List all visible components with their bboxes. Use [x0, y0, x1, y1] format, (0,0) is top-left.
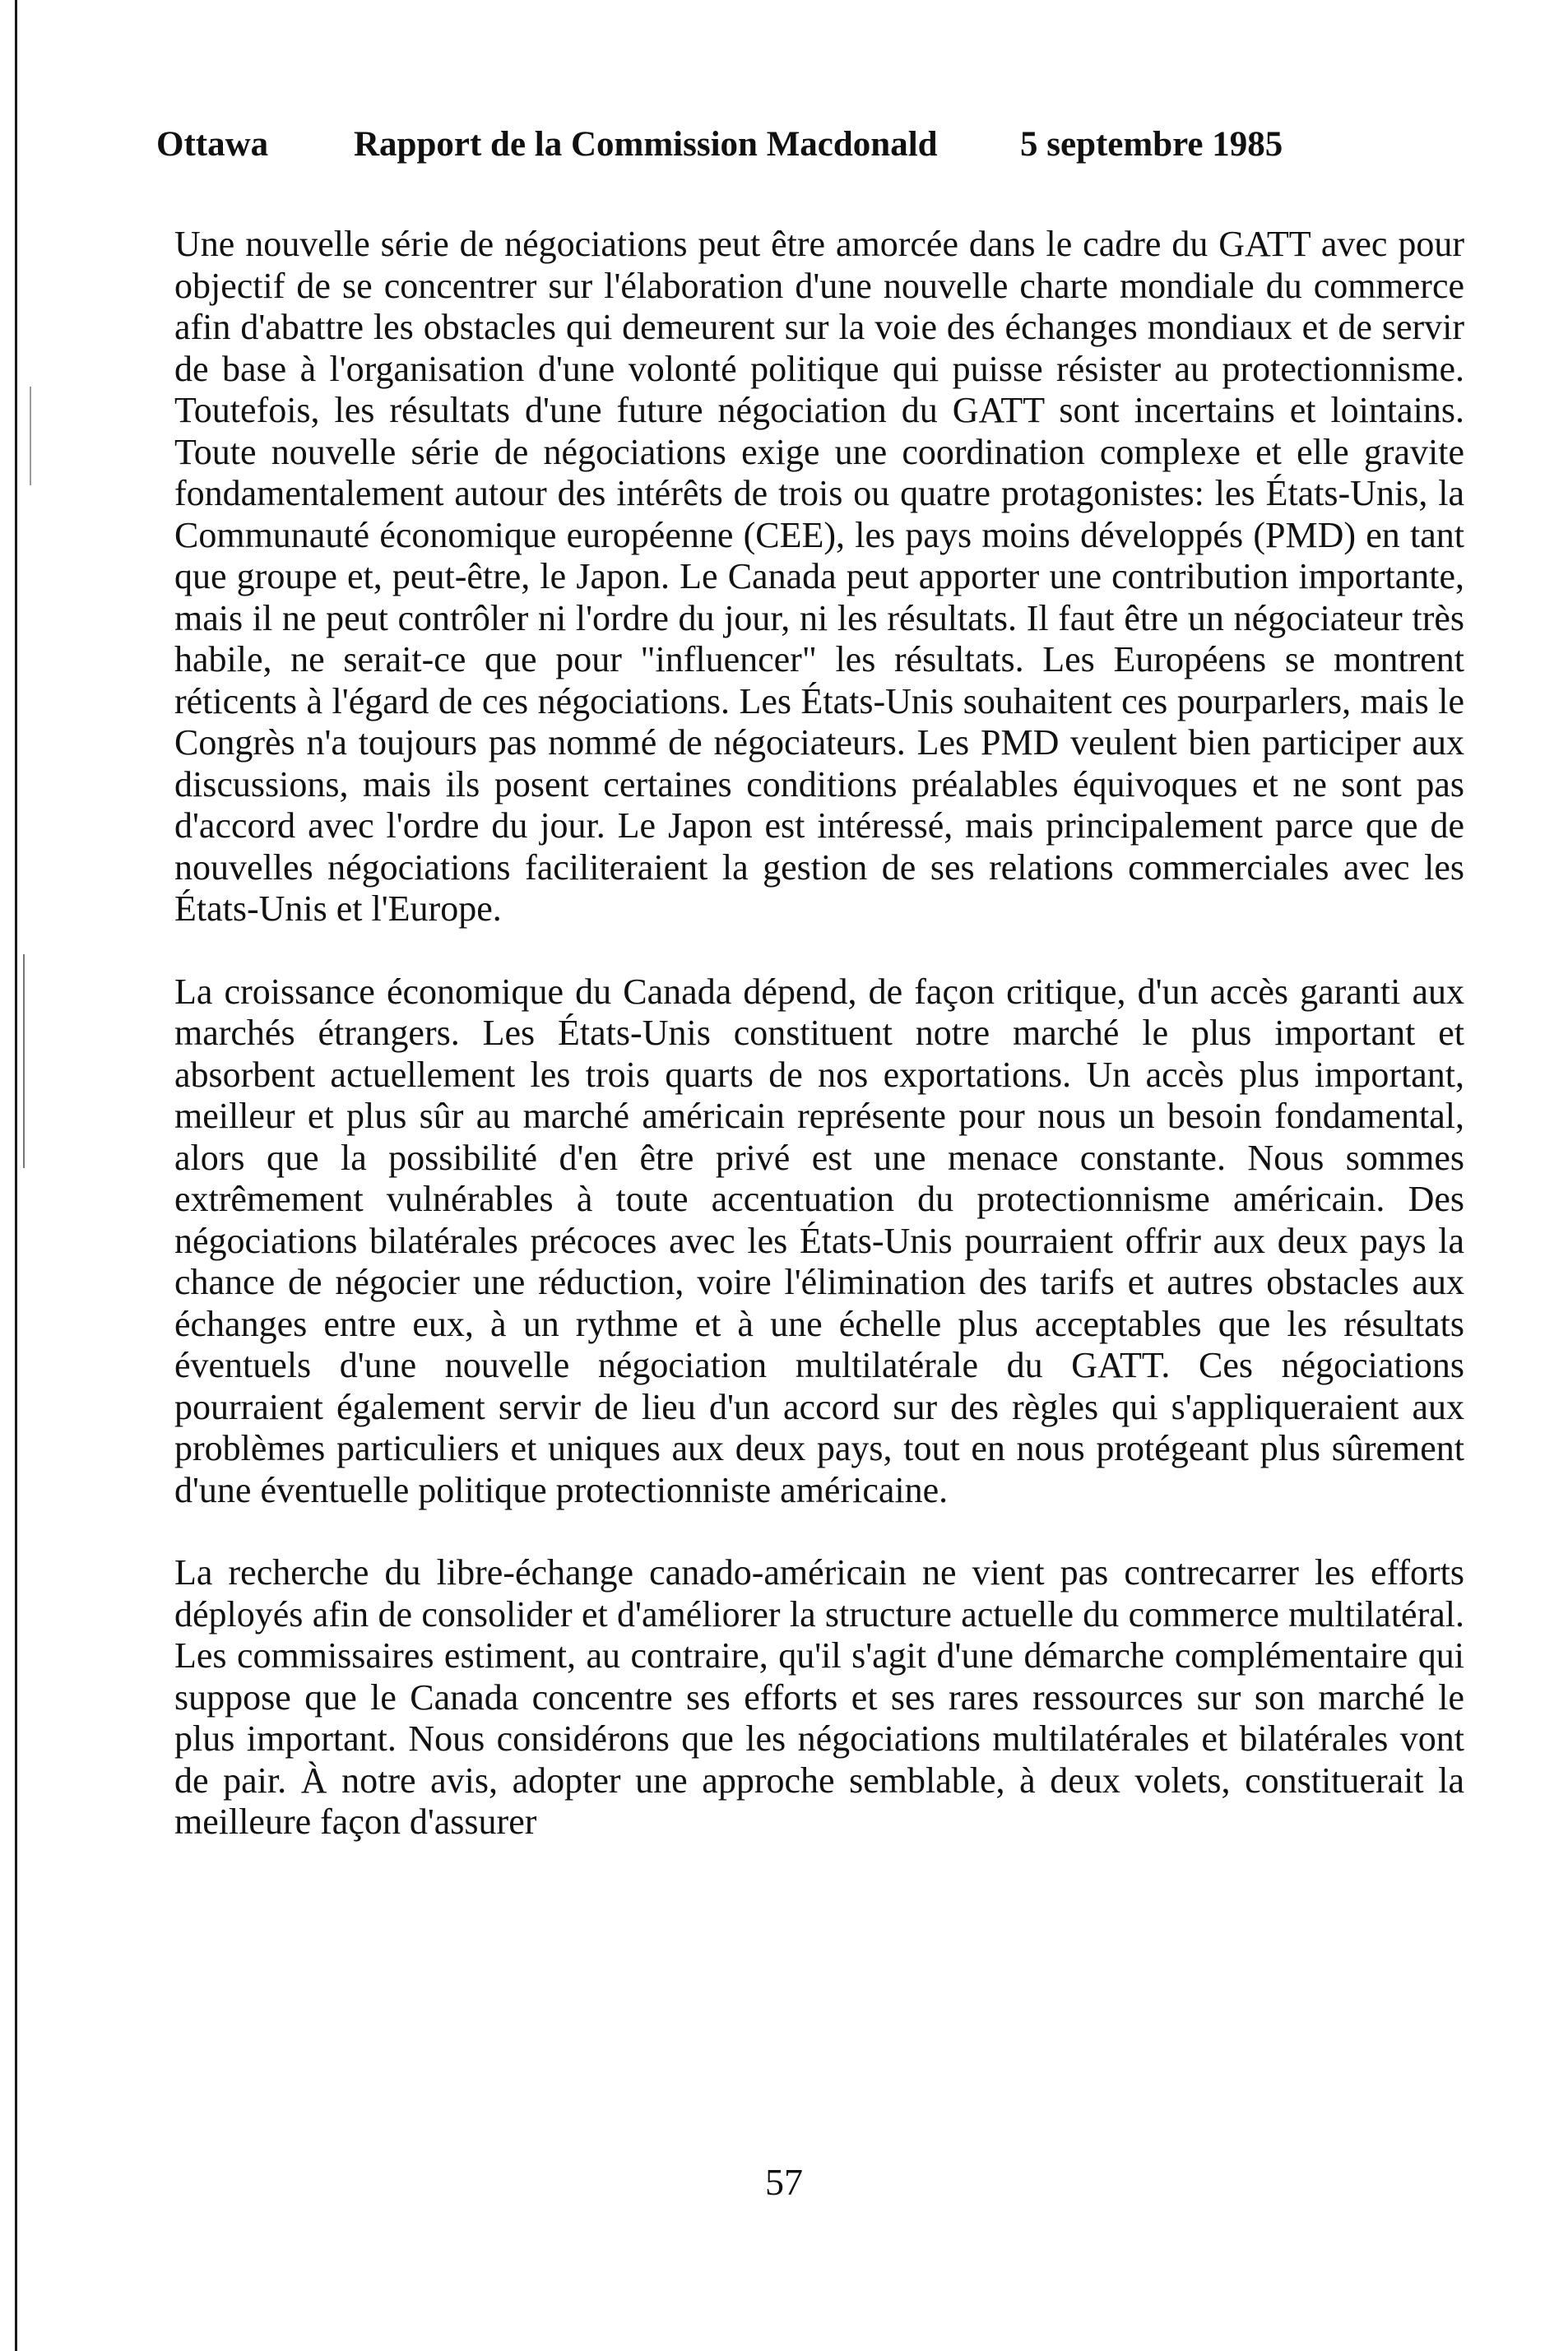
header-date: 5 septembre 1985	[1020, 125, 1283, 164]
paragraph: Une nouvelle série de négociations peut être amorcée dans le cadre du GATT avec pour objectif de se concentrer sur l'élaboration d'une nouvelle charte mondiale du commerce afin d'abattre les obstacles qui demeurent sur la voie des échanges mondiaux et de servir de base à l'organisation d'une volonté politique qui puisse résister au protectionnisme. Toutefois, les résultats d'une future négociation du GATT sont incertains et lointains. Toute nouvelle série de négociations exige une coordination complexe et elle gravite fondamentalement autour des intérêts de trois ou quatre protagonistes: les États-Unis, la Communauté économique européenne (CEE), les pays moins développés (PMD) en tant que groupe et, peut-être, le Japon. Le Canada peut apporter une contribution importante, mais il ne peut contrôler ni l'ordre du jour, ni les résultats. Il faut être un négociateur très habile, ne serait-ce que pour "influencer" les résultats. Les Européens se montrent réticents à l'égard de ces négociations. Les États-Unis souhaitent ces pourparlers, mais le Congrès n'a toujours pas nommé de négociateurs. Les PMD veulent bien participer aux discussions, mais ils posent certaines conditions préalables équivoques et ne sont pas d'accord avec l'ordre du jour. Le Japon est intéressé, mais principalement parce que de nouvelles négociations faciliteraient la gestion de ses relations commerciales avec les États-Unis et l'Europe.	[174, 224, 1464, 929]
header-title: Rapport de la Commission Macdonald	[354, 125, 938, 164]
page-number: 57	[765, 2161, 803, 2203]
paragraph: La croissance économique du Canada dépend, de façon critique, d'un accès garanti aux marchés étrangers. Les États-Unis constituent notre marché le plus important et absorbent actuellement les trois quarts de nos exportations. Un accès plus important, meilleur et plus sûr au marché américain représente pour nous un besoin fondamental, alors que la possibilité d'en être privé est une menace constante. Nous sommes extrêmement vulnérables à toute accentuation du protectionnisme américain. Des négociations bilatérales précoces avec les États-Unis pourraient offrir aux deux pays la chance de négocier une réduction, voire l'élimination des tarifs et autres obstacles aux échanges entre eux, à un rythme et à une échelle plus acceptables que les résultats éventuels d'une nouvelle négociation multilatérale du GATT. Ces négociations pourraient également servir de lieu d'un accord sur des règles qui s'appliqueraient aux problèmes particuliers et uniques aux deux pays, tout en nous protégeant plus sûrement d'une éventuelle politique protectionniste américaine.	[174, 971, 1464, 1510]
body-text	[174, 224, 1464, 1885]
scan-edge-line	[15, 0, 17, 2351]
page-header	[156, 120, 1456, 169]
header-city: Ottawa	[156, 125, 269, 164]
paragraph: La recherche du libre-échange canado-américain ne vient pas contrecarrer les efforts déployés afin de consolider et d'améliorer la structure actuelle du commerce multilatéral. Les commissaires estiment, au contraire, qu'il s'agit d'une démarche complémentaire qui suppose que le Canada concentre ses efforts et ses rares ressources sur son marché le plus important. Nous considérons que les négociations multilatérales et bilatérales vont de pair. À notre avis, adopter une approche semblable, à deux volets, constituerait la meilleure façon d'assurer	[174, 1552, 1464, 1842]
scan-edge-mark	[23, 954, 25, 1168]
scan-edge-mark	[30, 387, 31, 485]
